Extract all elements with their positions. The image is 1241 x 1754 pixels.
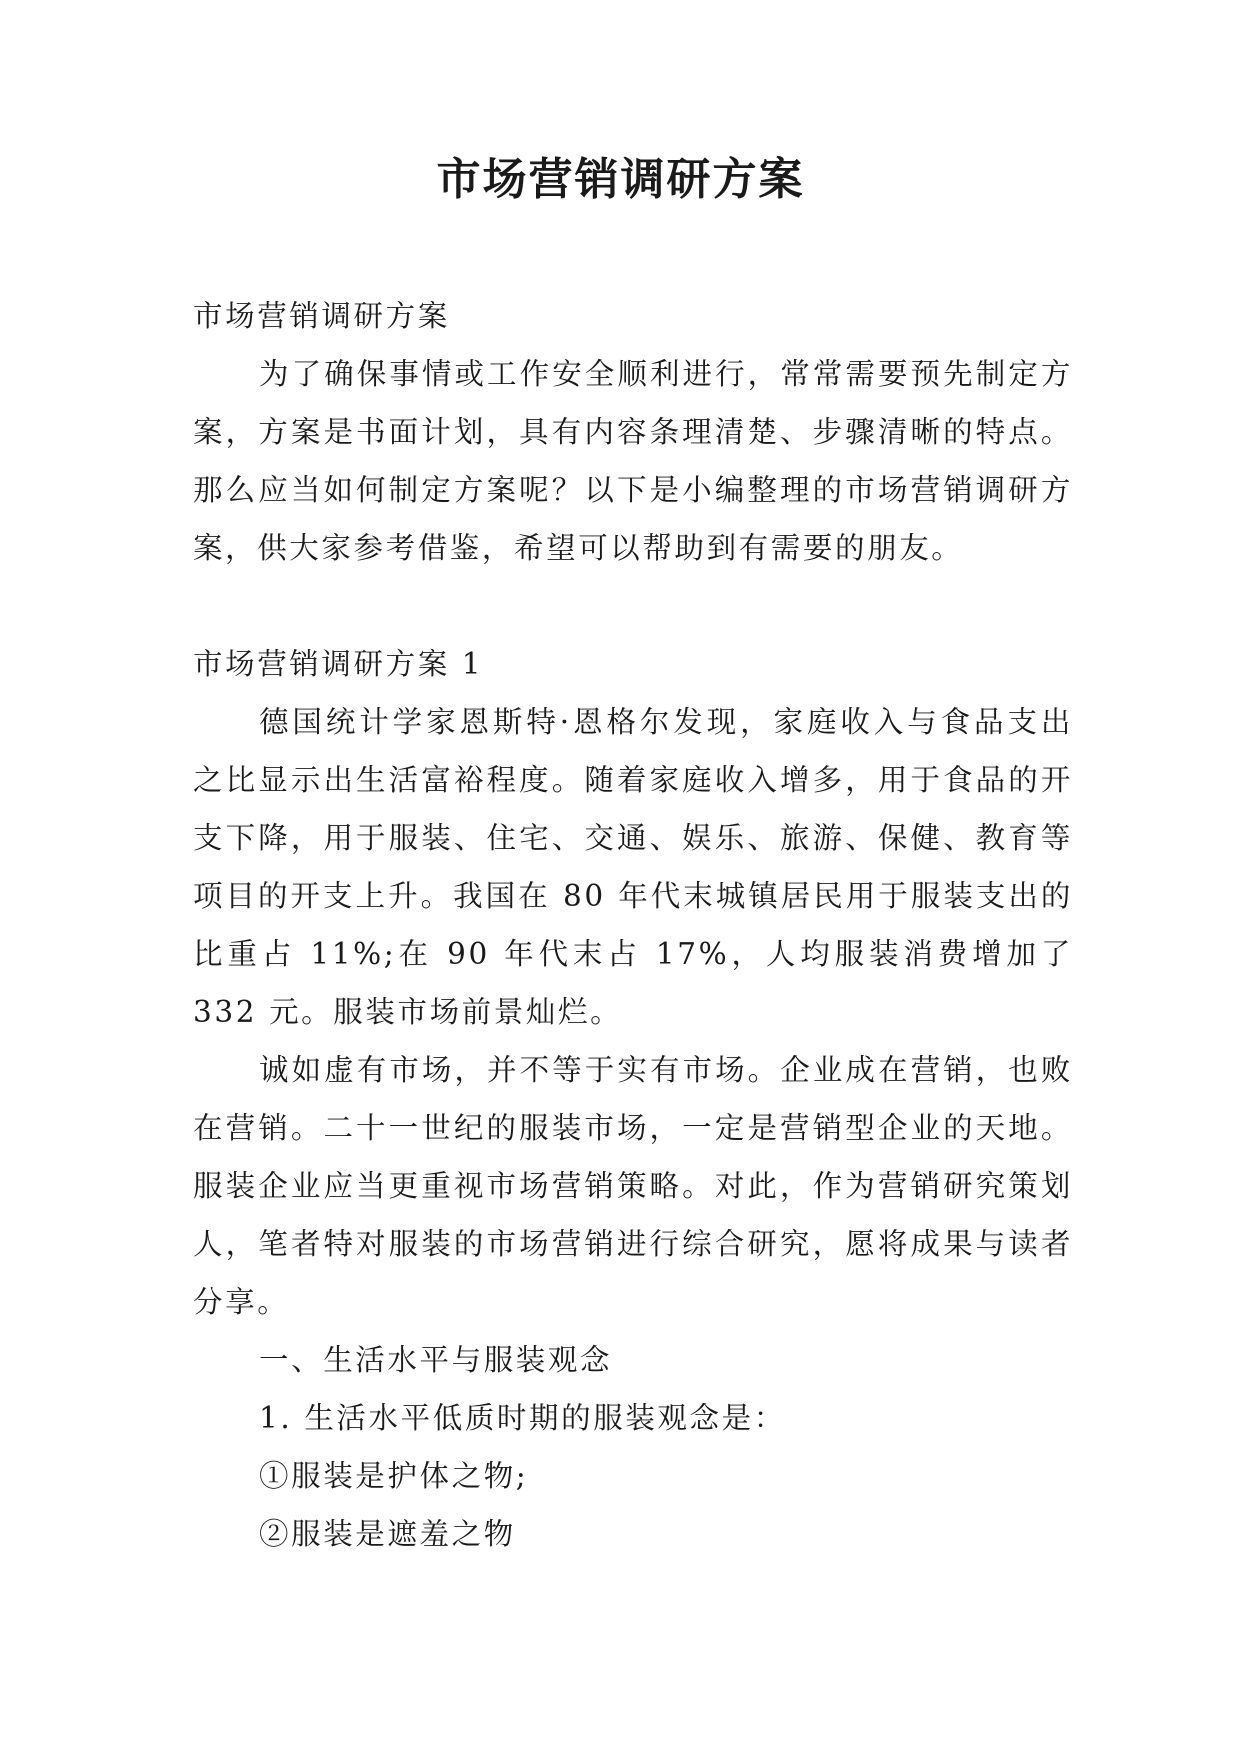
document-title: 市场营销调研方案 bbox=[436, 154, 805, 205]
section-heading: 市场营销调研方案 1 bbox=[193, 647, 484, 681]
body-paragraph: 德国统计学家恩斯特·恩格尔发现，家庭收入与食品支出之比显示出生活富裕程度。随着家庭收入增多，用于食品的开支下降，用于服装、住宅、交通、娱乐、旅游、保健、教育等项目的开支上升。我国在 80 年代末城镇居民用于服装支出的比重占 11%;在 90 年代末占 17%，人均服装消费增加了 332 元。服装市场前景灿烂。 bbox=[193, 705, 1073, 1029]
list-item: ②服装是遮羞之物 bbox=[259, 1517, 516, 1551]
subheading: 一、生活水平与服装观念 bbox=[259, 1343, 613, 1377]
subtitle: 市场营销调研方案 bbox=[193, 299, 450, 333]
list-item: 1. 生活水平低质时期的服装观念是： bbox=[259, 1401, 786, 1435]
document-body bbox=[193, 287, 1073, 1563]
body-paragraph: 诚如虚有市场，并不等于实有市场。企业成在营销，也败在营销。二十一世纪的服装市场，一定是营销型企业的天地。服装企业应当更重视市场营销策略。对此，作为营销研究策划人，笔者特对服装的市场营销进行综合研究，愿将成果与读者分享。 bbox=[193, 1053, 1073, 1319]
section-spacer bbox=[193, 577, 1073, 635]
list-item: ①服装是护体之物; bbox=[259, 1459, 529, 1493]
intro-paragraph: 为了确保事情或工作安全顺利进行，常常需要预先制定方案，方案是书面计划，具有内容条理清楚、步骤清晰的特点。那么应当如何制定方案呢？以下是小编整理的市场营销调研方案，供大家参考借鉴，希望可以帮助到有需要的朋友。 bbox=[193, 357, 1073, 565]
